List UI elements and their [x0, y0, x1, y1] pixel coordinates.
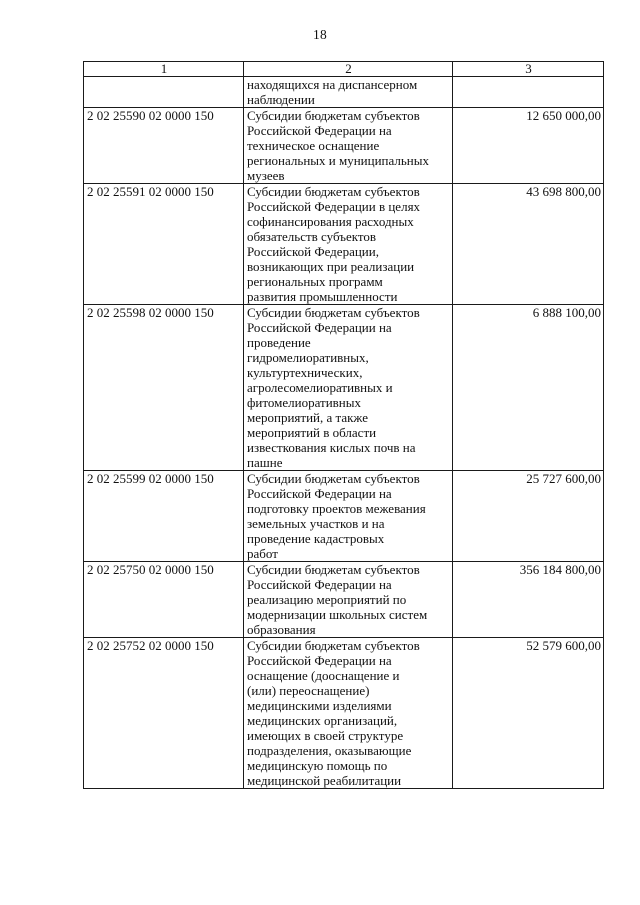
description-line: реализацию мероприятий по: [247, 592, 407, 607]
description-line: техническое оснащение: [247, 138, 380, 153]
description-line: Субсидии бюджетам субъектов: [247, 638, 420, 653]
budget-code-cell: 2 02 25750 02 0000 150: [84, 562, 244, 638]
amount-cell: 12 650 000,00: [453, 108, 604, 184]
description-line: развития промышленности: [247, 289, 398, 304]
description-cell: [244, 77, 453, 108]
description-line: наблюдении: [247, 92, 315, 107]
description-line: работ: [247, 546, 278, 561]
table-row: [84, 77, 604, 108]
budget-code-cell: 2 02 25591 02 0000 150: [84, 184, 244, 305]
column-header-amount: 3: [453, 62, 604, 77]
table-row: [84, 638, 604, 789]
description-line: (или) переоснащение): [247, 683, 370, 698]
budget-table: [83, 61, 604, 789]
column-header-code: 1: [84, 62, 244, 77]
description-cell: [244, 305, 453, 471]
description-line: образования: [247, 622, 316, 637]
budget-code-cell: 2 02 25590 02 0000 150: [84, 108, 244, 184]
description-line: оснащение (дооснащение и: [247, 668, 400, 683]
description-line: обязательств субъектов: [247, 229, 377, 244]
description-line: модернизации школьных систем: [247, 607, 428, 622]
description-line: медицинских организаций,: [247, 713, 398, 728]
description-line: Субсидии бюджетам субъектов: [247, 471, 420, 486]
amount-cell: 6 888 100,00: [453, 305, 604, 471]
table-row: [84, 305, 604, 471]
description-line: Субсидии бюджетам субъектов: [247, 108, 420, 123]
description-line: софинансирования расходных: [247, 214, 414, 229]
description-line: известкования кислых почв на: [247, 440, 416, 455]
description-line: музеев: [247, 168, 285, 183]
description-line: медицинскую помощь по: [247, 758, 388, 773]
description-line: региональных программ: [247, 274, 383, 289]
description-line: подготовку проектов межевания: [247, 501, 426, 516]
description-line: фитомелиоративных: [247, 395, 361, 410]
page-number: 18: [312, 27, 328, 42]
amount-cell: 52 579 600,00: [453, 638, 604, 789]
table-row: [84, 184, 604, 305]
description-line: проведение кадастровых: [247, 531, 385, 546]
description-line: Российской Федерации на: [247, 320, 392, 335]
description-line: Российской Федерации на: [247, 577, 392, 592]
description-line: медицинскими изделиями: [247, 698, 392, 713]
description-cell: [244, 184, 453, 305]
description-line: Российской Федерации,: [247, 244, 379, 259]
amount-cell: 356 184 800,00: [453, 562, 604, 638]
amount-cell: 43 698 800,00: [453, 184, 604, 305]
description-cell: [244, 562, 453, 638]
description-line: медицинской реабилитации: [247, 773, 402, 788]
description-cell: [244, 638, 453, 789]
description-line: земельных участков и на: [247, 516, 385, 531]
description-line: находящихся на диспансерном: [247, 77, 418, 92]
description-line: Субсидии бюджетам субъектов: [247, 562, 420, 577]
column-header-description: 2: [244, 62, 453, 77]
amount-cell: 25 727 600,00: [453, 471, 604, 562]
description-line: пашне: [247, 455, 283, 470]
table-row: [84, 562, 604, 638]
budget-code-cell: 2 02 25599 02 0000 150: [84, 471, 244, 562]
budget-code-cell: 2 02 25752 02 0000 150: [84, 638, 244, 789]
description-line: возникающих при реализации: [247, 259, 415, 274]
table-body: [84, 77, 604, 789]
description-cell: [244, 108, 453, 184]
table-header-row: [84, 62, 604, 77]
amount-cell: [453, 77, 604, 108]
description-line: культуртехнических,: [247, 365, 363, 380]
description-line: Субсидии бюджетам субъектов: [247, 184, 420, 199]
budget-code-cell: 2 02 25598 02 0000 150: [84, 305, 244, 471]
description-line: Российской Федерации на: [247, 653, 392, 668]
description-line: гидромелиоративных,: [247, 350, 369, 365]
description-cell: [244, 471, 453, 562]
table-row: [84, 471, 604, 562]
description-line: Российской Федерации на: [247, 486, 392, 501]
budget-code-cell: [84, 77, 244, 108]
description-line: мероприятий в области: [247, 425, 377, 440]
description-line: региональных и муниципальных: [247, 153, 429, 168]
description-line: агролесомелиоративных и: [247, 380, 393, 395]
description-line: Российской Федерации на: [247, 123, 392, 138]
description-line: Субсидии бюджетам субъектов: [247, 305, 420, 320]
table-row: [84, 108, 604, 184]
description-line: имеющих в своей структуре: [247, 728, 404, 743]
description-line: мероприятий, а также: [247, 410, 369, 425]
description-line: Российской Федерации в целях: [247, 199, 421, 214]
description-line: подразделения, оказывающие: [247, 743, 412, 758]
description-line: проведение: [247, 335, 311, 350]
